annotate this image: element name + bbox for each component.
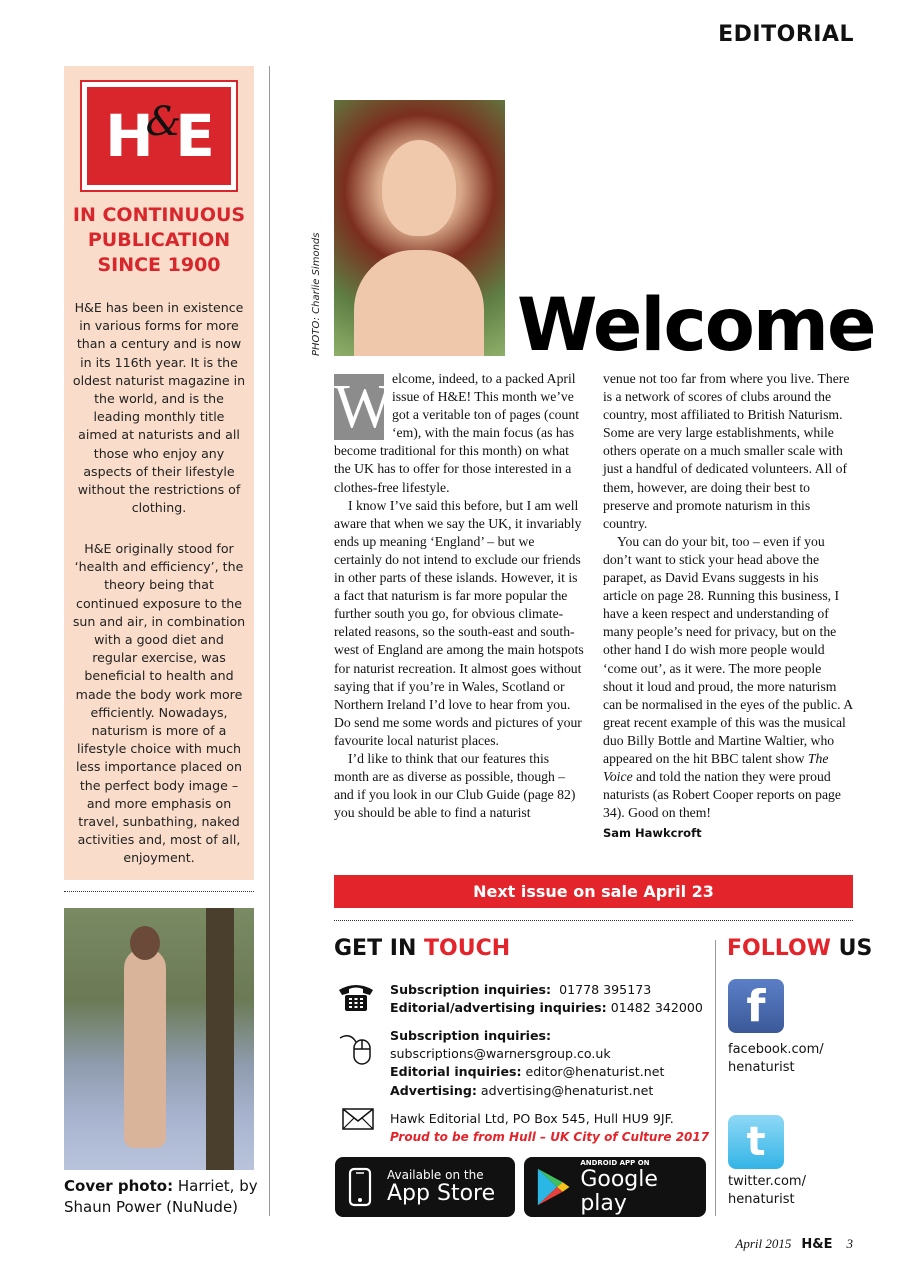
sidebar-heading bbox=[64, 203, 254, 278]
heading-part-red: TOUCH bbox=[424, 936, 511, 961]
app-store-small-text: Available on the bbox=[387, 1168, 484, 1182]
mouse-icon bbox=[336, 1032, 376, 1066]
article-text: and told the nation they were proud naturists (as Robert Cooper reports on page 34). Good on them! bbox=[603, 769, 841, 821]
google-play-small-text: ANDROID APP ON bbox=[580, 1158, 650, 1167]
facebook-url-line: henaturist bbox=[728, 1060, 795, 1075]
sidebar-heading-line: IN CONTINUOUS bbox=[72, 204, 246, 226]
facebook-url-line: facebook.com/ bbox=[728, 1042, 824, 1057]
postal-address: Hawk Editorial Ltd, PO Box 545, Hull HU9 9JF. bbox=[390, 1111, 674, 1126]
article-paragraph: venue not too far from where you live. There is a network of scores of clubs around the country, most affiliated to British Naturism. Some are very large establishments, while others operate on a much smaller scale with just a handful of dedicated volunteers. All of them, however, are doing their best to preserve and promote naturism in this country. bbox=[603, 371, 850, 531]
app-store-button[interactable] bbox=[335, 1157, 515, 1217]
envelope-icon bbox=[342, 1108, 374, 1130]
cover-caption-label: Cover photo: bbox=[64, 1177, 174, 1195]
article-column-1 bbox=[334, 370, 584, 822]
issue-date: April 2015 bbox=[735, 1236, 792, 1251]
article-paragraph bbox=[603, 533, 853, 823]
subscription-phone[interactable]: 01778 395173 bbox=[559, 982, 652, 997]
contact-label: Editorial/advertising inquiries: bbox=[390, 1000, 607, 1016]
get-in-touch-heading bbox=[334, 936, 510, 961]
contact-divider bbox=[715, 940, 716, 1216]
sidebar-heading-line: PUBLICATION bbox=[87, 229, 231, 251]
google-play-icon bbox=[534, 1166, 572, 1208]
dotted-divider bbox=[64, 891, 254, 892]
cover-caption bbox=[64, 1176, 264, 1218]
article-column-2 bbox=[603, 370, 853, 842]
facebook-link[interactable] bbox=[728, 1041, 824, 1077]
he-logo bbox=[80, 80, 238, 192]
column-divider bbox=[269, 66, 270, 1216]
show-title: The Voice bbox=[603, 750, 829, 785]
contact-label: Subscription inquiries: bbox=[390, 982, 552, 997]
cover-caption-text: Harriet, by Shaun Power (NuNude) bbox=[64, 1177, 258, 1216]
article-paragraph: I know I’ve said this before, but I am well aware that when we say the UK, it invariably ends up meaning ‘England’ – but we certainly do not intend to exclude our friends in other parts of these islands. However, it is a fact that naturism is far more popular the further south you go, for obvious climate-related reasons, so the south-east and south-west of England are among the main hotspots for naturist recreation. It almost goes without saying that if you’re in Wales, Scotland or Northern Ireland I’d love to hear from you. Do send me some words and pictures of your favourite local naturist places. bbox=[334, 497, 584, 748]
contact-label: Editorial inquiries: bbox=[390, 1064, 522, 1080]
dotted-divider bbox=[334, 920, 853, 921]
magazine-name: H&E bbox=[801, 1237, 833, 1252]
hull-tagline: Proud to be from Hull – UK City of Culture 2017 bbox=[390, 1130, 710, 1145]
logo-letter-e: E bbox=[175, 102, 213, 170]
postal-contact bbox=[390, 1110, 709, 1146]
editorial-email[interactable]: editor@henaturist.net bbox=[525, 1064, 665, 1080]
advertising-email[interactable]: advertising@henaturist.net bbox=[480, 1082, 654, 1098]
google-play-big-text: Google play bbox=[580, 1166, 658, 1216]
section-label: EDITORIAL bbox=[718, 22, 854, 47]
sidebar-heading-line: SINCE 1900 bbox=[97, 254, 221, 276]
phone-icon bbox=[336, 981, 376, 1013]
twitter-url-line: henaturist bbox=[728, 1192, 795, 1207]
heading-part: GET IN bbox=[334, 936, 425, 961]
subscription-email[interactable]: subscriptions@warnersgroup.co.uk bbox=[390, 1046, 611, 1062]
logo-letter-h: H bbox=[105, 102, 152, 170]
page-number: 3 bbox=[846, 1236, 853, 1251]
article-paragraph: elcome, indeed, to a packed April issue of H&E! This month we’ve got a veritable ton of pages (count ‘em), with the main focus (as has become traditional for this month) on what the UK has to offer for those interested in a clothes-free lifestyle. bbox=[334, 371, 580, 495]
sidebar-paragraph-history: H&E has been in existence in various forms for more than a century and is now in its 116th year. It is the oldest naturist magazine in the world, and is the leading monthly title aimed at naturists and all those who enjoy any aspects of their lifestyle without the restrictions of clothing. bbox=[72, 300, 246, 516]
twitter-url-line: twitter.com/ bbox=[728, 1174, 806, 1189]
logo-ampersand: & bbox=[145, 99, 182, 145]
phone-outline-icon bbox=[347, 1167, 375, 1207]
page-footer bbox=[735, 1236, 853, 1252]
drop-cap: W bbox=[334, 373, 393, 441]
photo-credit: PHOTO: Charlie Simonds bbox=[311, 232, 322, 356]
app-store-big-text: App Store bbox=[387, 1181, 496, 1206]
phone-contacts bbox=[390, 981, 703, 1017]
google-play-button[interactable] bbox=[524, 1157, 706, 1217]
article-text: You can do your bit, too – even if you don’t want to stick your head above the parapet, as David Evans suggests in his article on page 28. Running this business, I have a keen respect and understanding of many people’s need for privacy, but on the other hand I do wish more people would ‘come out’, as it were. The more people shout it loud and proud, the more naturism can be normalised in the eyes of the public. A great recent example of this was the musical duo Billy Bottle and Martine Waltier, who appeared on the hit BBC talent show bbox=[603, 533, 853, 766]
heading-part: US bbox=[830, 936, 873, 961]
next-issue-banner: Next issue on sale April 23 bbox=[334, 875, 853, 908]
contact-label: Advertising: bbox=[390, 1082, 477, 1098]
twitter-link[interactable] bbox=[728, 1173, 806, 1209]
article-headline: Welcome bbox=[517, 283, 875, 368]
article-paragraph: I’d like to think that our features this month are as diverse as possible, though – and if you look in our Club Guide (page 82) you should be able to find a naturist bbox=[334, 750, 576, 821]
heading-part-red: FOLLOW bbox=[727, 936, 831, 961]
editorial-phone[interactable]: 01482 342000 bbox=[610, 1000, 703, 1016]
cover-photo bbox=[64, 908, 254, 1170]
twitter-icon[interactable]: t bbox=[728, 1115, 784, 1169]
editor-portrait bbox=[334, 100, 505, 356]
email-contacts bbox=[390, 1027, 664, 1100]
facebook-icon[interactable]: f bbox=[728, 979, 784, 1033]
sidebar-paragraph-meaning: H&E originally stood for ‘health and efficiency’, the theory being that continued exposure to the sun and air, in combination with a good diet and regular exercise, was beneficial to health and made the body work more efficiently. Nowadays, naturism is more of a lifestyle choice with much less importance placed on the perfect body image – and more emphasis on travel, sunbathing, naked activities and, most of all, enjoyment. bbox=[72, 541, 246, 866]
author-signature: Sam Hawkcroft bbox=[603, 826, 702, 841]
follow-us-heading bbox=[727, 936, 872, 961]
contact-label: Subscription inquiries: bbox=[390, 1028, 552, 1043]
